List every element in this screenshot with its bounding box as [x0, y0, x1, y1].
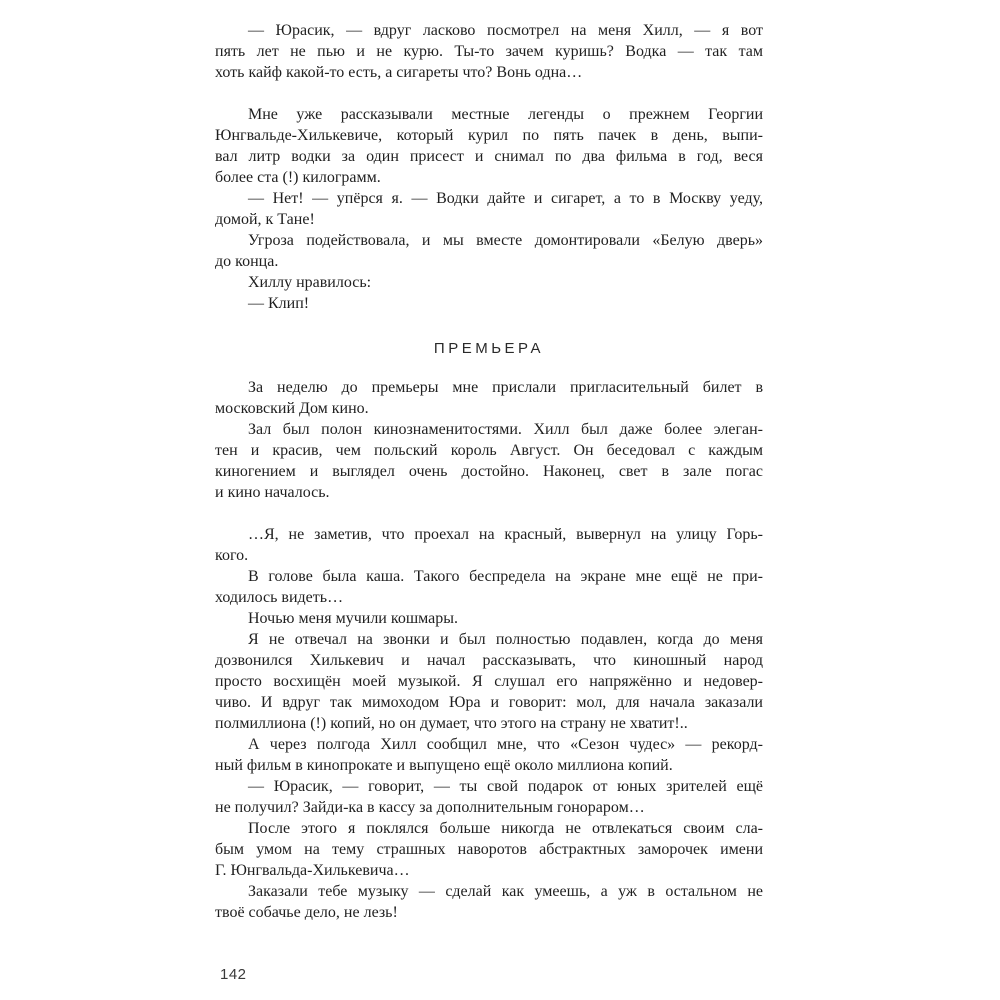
- paragraph: [215, 776, 763, 818]
- text-line: За неделю до премьеры мне прислали пригласительный билет в: [248, 379, 763, 396]
- text-line: домой, к Тане!: [215, 211, 315, 228]
- text-line: — Юрасик, — говорит, — ты свой подарок от юных зрителей ещё: [248, 778, 763, 795]
- paragraph: [215, 20, 763, 83]
- page-number: 142: [220, 966, 247, 983]
- text-line: — Юрасик, — вдруг ласково посмотрел на меня Хилл, — я вот: [248, 22, 763, 39]
- text-line: …Я, не заметив, что проехал на красный, вывернул на улицу Горь-: [248, 526, 763, 543]
- chapter-heading: ПРЕМЬЕРА: [433, 340, 545, 357]
- text-line: Мне уже рассказывали местные легенды о прежнем Георгии: [248, 106, 763, 123]
- paragraph: [215, 524, 763, 566]
- text-line: пять лет не пью и не курю. Ты-то зачем куришь? Водка — так там: [215, 43, 763, 60]
- paragraph-spacer: [215, 503, 763, 524]
- text-line: Заказали тебе музыку — сделай как умеешь, а уж в остальном не: [248, 883, 763, 900]
- text-line: тен и красив, чем польский король Август. Он беседовал с каждым: [215, 442, 763, 459]
- text-line: Г. Юнгвальда-Хилькевича…: [215, 862, 410, 879]
- paragraph: [215, 881, 763, 923]
- paragraph-spacer: [215, 83, 763, 104]
- paragraph: [215, 608, 763, 629]
- text-line: ный фильм в кинопрокате и выпущено ещё около миллиона копий.: [215, 757, 673, 774]
- text-line: более ста (!) килограмм.: [215, 169, 381, 186]
- paragraph: [215, 377, 763, 419]
- paragraph: [215, 734, 763, 776]
- text-line: кого.: [215, 547, 249, 564]
- text-line: — Нет! — упёрся я. — Водки дайте и сигарет, а то в Москву уеду,: [248, 190, 763, 207]
- text-line: просто восхищён моей музыкой. Я слушал его напряжённо и недовер-: [215, 673, 763, 690]
- text-line: Я не отвечал на звонки и был полностью подавлен, когда до меня: [248, 631, 763, 648]
- text-line: Юнгвальде-Хилькевиче, который курил по пять пачек в день, выпи-: [215, 127, 763, 144]
- text-line: Ночью меня мучили кошмары.: [248, 610, 459, 627]
- text-line: — Клип!: [248, 295, 310, 312]
- text-line: хоть кайф какой-то есть, а сигареты что? Вонь одна…: [215, 64, 583, 81]
- text-line: ходилось видеть…: [215, 589, 344, 606]
- text-line: А через полгода Хилл сообщил мне, что «Сезон чудес» — рекорд-: [248, 736, 763, 753]
- text-line: Зал был полон кинознаменитостями. Хилл был даже более элеган-: [248, 421, 763, 438]
- paragraph: [215, 818, 763, 881]
- text-line: чиво. И вдруг так мимоходом Юра и говорит: мол, для начала заказали: [215, 694, 763, 711]
- paragraph: [215, 419, 763, 503]
- paragraph: [215, 566, 763, 608]
- text-line: бым умом на тему страшных наворотов абстрактных заморочек имени: [215, 841, 763, 858]
- text-line: Хиллу нравилось:: [248, 274, 372, 291]
- text-line: твоё собачье дело, не лезь!: [215, 904, 398, 921]
- text-line: до конца.: [215, 253, 279, 270]
- text-line: московский Дом кино.: [215, 400, 369, 417]
- paragraph: [215, 230, 763, 272]
- paragraph: [215, 272, 763, 293]
- text-line: вал литр водки за один присест и снимал по два фильма в год, веся: [215, 148, 763, 165]
- page-text-block: [215, 20, 763, 923]
- paragraph: [215, 104, 763, 188]
- text-line: полмиллиона (!) копий, но он думает, что этого на страну не хватит!..: [215, 715, 688, 732]
- text-line: и кино началось.: [215, 484, 330, 501]
- paragraph: [215, 293, 763, 314]
- text-line: киногением и выглядел очень достойно. Наконец, свет в зале погас: [215, 463, 763, 480]
- text-line: дозвонился Хилькевич и начал рассказывать, что киношный народ: [215, 652, 763, 669]
- text-line: Угроза подействовала, и мы вместе домонтировали «Белую дверь»: [248, 232, 763, 249]
- text-line: не получил? Зайди-ка в кассу за дополнительным гонораром…: [215, 799, 645, 816]
- paragraph: [215, 629, 763, 734]
- text-line: В голове была каша. Такого беспредела на экране мне ещё не при-: [248, 568, 763, 585]
- text-line: После этого я поклялся больше никогда не отвлекаться своим сла-: [248, 820, 763, 837]
- paragraph: [215, 188, 763, 230]
